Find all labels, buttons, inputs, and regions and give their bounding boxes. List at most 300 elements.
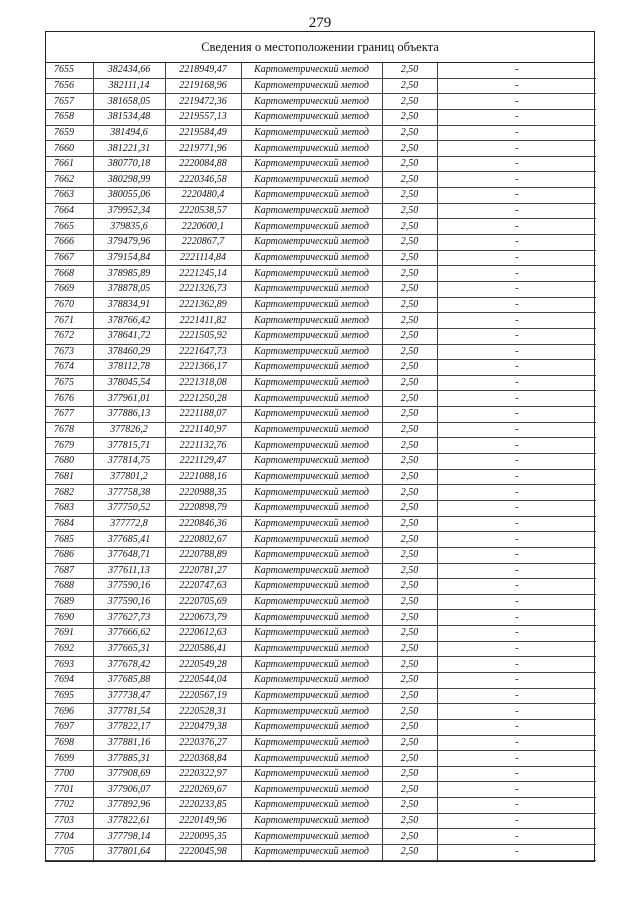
table-row [46, 63, 596, 78]
x-coordinate-cell: 379952,34 [93, 203, 165, 219]
accuracy-cell: 2,50 [382, 250, 437, 266]
accuracy-cell: 2,50 [382, 845, 437, 861]
y-coordinate-cell: 2220084,88 [165, 156, 241, 172]
note-cell: - [437, 235, 596, 251]
point-number-cell: 7675 [46, 375, 93, 391]
table-row [46, 235, 596, 251]
point-number-cell: 7695 [46, 688, 93, 704]
y-coordinate-cell: 2220673,79 [165, 610, 241, 626]
table-row [46, 94, 596, 110]
method-cell: Картометрический метод [241, 407, 382, 423]
y-coordinate-cell: 2220802,67 [165, 532, 241, 548]
method-cell: Картометрический метод [241, 219, 382, 235]
x-coordinate-cell: 379479,96 [93, 235, 165, 251]
accuracy-cell: 2,50 [382, 235, 437, 251]
accuracy-cell: 2,50 [382, 125, 437, 141]
accuracy-cell: 2,50 [382, 547, 437, 563]
y-coordinate-cell: 2221114,84 [165, 250, 241, 266]
y-coordinate-cell: 2219771,96 [165, 141, 241, 157]
method-cell: Картометрический метод [241, 657, 382, 673]
table-row [46, 328, 596, 344]
method-cell: Картометрический метод [241, 719, 382, 735]
method-cell: Картометрический метод [241, 94, 382, 110]
accuracy-cell: 2,50 [382, 407, 437, 423]
table-row [46, 782, 596, 798]
point-number-cell: 7703 [46, 813, 93, 829]
method-cell: Картометрический метод [241, 78, 382, 94]
table-row [46, 109, 596, 125]
point-number-cell: 7690 [46, 610, 93, 626]
table-row [46, 266, 596, 282]
x-coordinate-cell: 377892,96 [93, 798, 165, 814]
point-number-cell: 7699 [46, 751, 93, 767]
accuracy-cell: 2,50 [382, 563, 437, 579]
x-coordinate-cell: 377678,42 [93, 657, 165, 673]
method-cell: Картометрический метод [241, 500, 382, 516]
method-cell: Картометрический метод [241, 250, 382, 266]
table-row [46, 438, 596, 454]
y-coordinate-cell: 2220479,38 [165, 719, 241, 735]
x-coordinate-cell: 378641,72 [93, 328, 165, 344]
note-cell: - [437, 407, 596, 423]
point-number-cell: 7667 [46, 250, 93, 266]
accuracy-cell: 2,50 [382, 469, 437, 485]
note-cell: - [437, 78, 596, 94]
accuracy-cell: 2,50 [382, 422, 437, 438]
table-row [46, 172, 596, 188]
note-cell: - [437, 547, 596, 563]
x-coordinate-cell: 377772,8 [93, 516, 165, 532]
table-row [46, 626, 596, 642]
note-cell: - [437, 297, 596, 313]
accuracy-cell: 2,50 [382, 360, 437, 376]
table-row [46, 641, 596, 657]
y-coordinate-cell: 2220567,19 [165, 688, 241, 704]
point-number-cell: 7682 [46, 485, 93, 501]
x-coordinate-cell: 379835,6 [93, 219, 165, 235]
method-cell: Картометрический метод [241, 672, 382, 688]
note-cell: - [437, 782, 596, 798]
method-cell: Картометрический метод [241, 594, 382, 610]
y-coordinate-cell: 2221250,28 [165, 391, 241, 407]
note-cell: - [437, 657, 596, 673]
table-row [46, 281, 596, 297]
point-number-cell: 7669 [46, 281, 93, 297]
accuracy-cell: 2,50 [382, 375, 437, 391]
note-cell: - [437, 109, 596, 125]
x-coordinate-cell: 377815,71 [93, 438, 165, 454]
note-cell: - [437, 156, 596, 172]
note-cell: - [437, 594, 596, 610]
note-cell: - [437, 63, 596, 78]
y-coordinate-cell: 2220269,67 [165, 782, 241, 798]
x-coordinate-cell: 377961,01 [93, 391, 165, 407]
table-row [46, 375, 596, 391]
x-coordinate-cell: 377881,16 [93, 735, 165, 751]
y-coordinate-cell: 2220233,85 [165, 798, 241, 814]
method-cell: Картометрический метод [241, 203, 382, 219]
x-coordinate-cell: 378460,29 [93, 344, 165, 360]
method-cell: Картометрический метод [241, 281, 382, 297]
method-cell: Картометрический метод [241, 735, 382, 751]
y-coordinate-cell: 2220045,98 [165, 845, 241, 861]
x-coordinate-cell: 377611,13 [93, 563, 165, 579]
table-row [46, 125, 596, 141]
method-cell: Картометрический метод [241, 782, 382, 798]
y-coordinate-cell: 2220586,41 [165, 641, 241, 657]
x-coordinate-cell: 377758,38 [93, 485, 165, 501]
note-cell: - [437, 188, 596, 204]
note-cell: - [437, 422, 596, 438]
y-coordinate-cell: 2220549,28 [165, 657, 241, 673]
table-row [46, 657, 596, 673]
table-row [46, 422, 596, 438]
table-row [46, 469, 596, 485]
boundary-table-sheet [45, 31, 595, 862]
note-cell: - [437, 313, 596, 329]
method-cell: Картометрический метод [241, 141, 382, 157]
accuracy-cell: 2,50 [382, 688, 437, 704]
note-cell: - [437, 672, 596, 688]
x-coordinate-cell: 377627,73 [93, 610, 165, 626]
table-row [46, 391, 596, 407]
point-number-cell: 7686 [46, 547, 93, 563]
accuracy-cell: 2,50 [382, 438, 437, 454]
method-cell: Картометрический метод [241, 297, 382, 313]
note-cell: - [437, 485, 596, 501]
x-coordinate-cell: 377666,62 [93, 626, 165, 642]
y-coordinate-cell: 2221129,47 [165, 454, 241, 470]
accuracy-cell: 2,50 [382, 485, 437, 501]
note-cell: - [437, 172, 596, 188]
table-row [46, 485, 596, 501]
point-number-cell: 7672 [46, 328, 93, 344]
note-cell: - [437, 610, 596, 626]
accuracy-cell: 2,50 [382, 751, 437, 767]
note-cell: - [437, 563, 596, 579]
note-cell: - [437, 328, 596, 344]
point-number-cell: 7692 [46, 641, 93, 657]
x-coordinate-cell: 381658,05 [93, 94, 165, 110]
point-number-cell: 7661 [46, 156, 93, 172]
table-row [46, 407, 596, 423]
y-coordinate-cell: 2220867,7 [165, 235, 241, 251]
accuracy-cell: 2,50 [382, 313, 437, 329]
table-row [46, 579, 596, 595]
table-row [46, 188, 596, 204]
x-coordinate-cell: 377826,2 [93, 422, 165, 438]
method-cell: Картометрический метод [241, 547, 382, 563]
point-number-cell: 7700 [46, 766, 93, 782]
point-number-cell: 7659 [46, 125, 93, 141]
point-number-cell: 7657 [46, 94, 93, 110]
accuracy-cell: 2,50 [382, 344, 437, 360]
method-cell: Картометрический метод [241, 454, 382, 470]
method-cell: Картометрический метод [241, 109, 382, 125]
note-cell: - [437, 344, 596, 360]
note-cell: - [437, 375, 596, 391]
table-row [46, 516, 596, 532]
note-cell: - [437, 688, 596, 704]
method-cell: Картометрический метод [241, 360, 382, 376]
point-number-cell: 7660 [46, 141, 93, 157]
table-row [46, 766, 596, 782]
accuracy-cell: 2,50 [382, 500, 437, 516]
method-cell: Картометрический метод [241, 375, 382, 391]
note-cell: - [437, 219, 596, 235]
table-row [46, 360, 596, 376]
point-number-cell: 7701 [46, 782, 93, 798]
point-number-cell: 7704 [46, 829, 93, 845]
accuracy-cell: 2,50 [382, 281, 437, 297]
accuracy-cell: 2,50 [382, 594, 437, 610]
y-coordinate-cell: 2221318,08 [165, 375, 241, 391]
y-coordinate-cell: 2220346,58 [165, 172, 241, 188]
method-cell: Картометрический метод [241, 626, 382, 642]
note-cell: - [437, 391, 596, 407]
note-cell: - [437, 829, 596, 845]
method-cell: Картометрический метод [241, 125, 382, 141]
y-coordinate-cell: 2221366,17 [165, 360, 241, 376]
y-coordinate-cell: 2218949,47 [165, 63, 241, 78]
note-cell: - [437, 719, 596, 735]
y-coordinate-cell: 2220538,57 [165, 203, 241, 219]
method-cell: Картометрический метод [241, 704, 382, 720]
x-coordinate-cell: 377885,31 [93, 751, 165, 767]
y-coordinate-cell: 2220376,27 [165, 735, 241, 751]
y-coordinate-cell: 2220095,35 [165, 829, 241, 845]
accuracy-cell: 2,50 [382, 219, 437, 235]
x-coordinate-cell: 377648,71 [93, 547, 165, 563]
method-cell: Картометрический метод [241, 485, 382, 501]
x-coordinate-cell: 377822,17 [93, 719, 165, 735]
point-number-cell: 7693 [46, 657, 93, 673]
x-coordinate-cell: 379154,84 [93, 250, 165, 266]
table-row [46, 547, 596, 563]
point-number-cell: 7705 [46, 845, 93, 861]
table-row [46, 594, 596, 610]
point-number-cell: 7670 [46, 297, 93, 313]
accuracy-cell: 2,50 [382, 719, 437, 735]
point-number-cell: 7656 [46, 78, 93, 94]
accuracy-cell: 2,50 [382, 766, 437, 782]
method-cell: Картометрический метод [241, 235, 382, 251]
table-row [46, 141, 596, 157]
table-row [46, 219, 596, 235]
y-coordinate-cell: 2221088,16 [165, 469, 241, 485]
point-number-cell: 7691 [46, 626, 93, 642]
point-number-cell: 7684 [46, 516, 93, 532]
y-coordinate-cell: 2221411,82 [165, 313, 241, 329]
y-coordinate-cell: 2220988,35 [165, 485, 241, 501]
point-number-cell: 7687 [46, 563, 93, 579]
y-coordinate-cell: 2221362,89 [165, 297, 241, 313]
point-number-cell: 7694 [46, 672, 93, 688]
x-coordinate-cell: 378985,89 [93, 266, 165, 282]
x-coordinate-cell: 378045,54 [93, 375, 165, 391]
method-cell: Картометрический метод [241, 829, 382, 845]
accuracy-cell: 2,50 [382, 109, 437, 125]
accuracy-cell: 2,50 [382, 829, 437, 845]
accuracy-cell: 2,50 [382, 297, 437, 313]
y-coordinate-cell: 2221647,73 [165, 344, 241, 360]
x-coordinate-cell: 377798,14 [93, 829, 165, 845]
y-coordinate-cell: 2220368,84 [165, 751, 241, 767]
point-number-cell: 7679 [46, 438, 93, 454]
x-coordinate-cell: 377590,16 [93, 579, 165, 595]
table-row [46, 813, 596, 829]
note-cell: - [437, 532, 596, 548]
x-coordinate-cell: 377665,31 [93, 641, 165, 657]
y-coordinate-cell: 2221132,76 [165, 438, 241, 454]
x-coordinate-cell: 377814,75 [93, 454, 165, 470]
method-cell: Картометрический метод [241, 438, 382, 454]
note-cell: - [437, 360, 596, 376]
note-cell: - [437, 751, 596, 767]
table-row [46, 203, 596, 219]
y-coordinate-cell: 2221140,97 [165, 422, 241, 438]
y-coordinate-cell: 2220705,69 [165, 594, 241, 610]
x-coordinate-cell: 377781,54 [93, 704, 165, 720]
y-coordinate-cell: 2220600,1 [165, 219, 241, 235]
table-row [46, 719, 596, 735]
table-row [46, 563, 596, 579]
note-cell: - [437, 641, 596, 657]
method-cell: Картометрический метод [241, 798, 382, 814]
point-number-cell: 7671 [46, 313, 93, 329]
method-cell: Картометрический метод [241, 532, 382, 548]
point-number-cell: 7674 [46, 360, 93, 376]
table-title: Сведения о местоположении границ объекта [46, 32, 594, 63]
x-coordinate-cell: 382434,66 [93, 63, 165, 78]
accuracy-cell: 2,50 [382, 798, 437, 814]
x-coordinate-cell: 377590,16 [93, 594, 165, 610]
method-cell: Картометрический метод [241, 172, 382, 188]
accuracy-cell: 2,50 [382, 813, 437, 829]
note-cell: - [437, 438, 596, 454]
method-cell: Картометрический метод [241, 813, 382, 829]
method-cell: Картометрический метод [241, 688, 382, 704]
table-row [46, 250, 596, 266]
x-coordinate-cell: 380055,06 [93, 188, 165, 204]
x-coordinate-cell: 380770,18 [93, 156, 165, 172]
method-cell: Картометрический метод [241, 344, 382, 360]
method-cell: Картометрический метод [241, 422, 382, 438]
y-coordinate-cell: 2219472,36 [165, 94, 241, 110]
note-cell: - [437, 704, 596, 720]
y-coordinate-cell: 2220788,89 [165, 547, 241, 563]
y-coordinate-cell: 2220322,97 [165, 766, 241, 782]
method-cell: Картометрический метод [241, 766, 382, 782]
method-cell: Картометрический метод [241, 610, 382, 626]
y-coordinate-cell: 2219557,13 [165, 109, 241, 125]
method-cell: Картометрический метод [241, 391, 382, 407]
note-cell: - [437, 94, 596, 110]
table-row [46, 532, 596, 548]
note-cell: - [437, 203, 596, 219]
method-cell: Картометрический метод [241, 266, 382, 282]
table-row [46, 78, 596, 94]
y-coordinate-cell: 2219168,96 [165, 78, 241, 94]
point-number-cell: 7662 [46, 172, 93, 188]
note-cell: - [437, 766, 596, 782]
x-coordinate-cell: 377750,52 [93, 500, 165, 516]
x-coordinate-cell: 381221,31 [93, 141, 165, 157]
point-number-cell: 7696 [46, 704, 93, 720]
x-coordinate-cell: 377801,64 [93, 845, 165, 861]
x-coordinate-cell: 378766,42 [93, 313, 165, 329]
table-row [46, 672, 596, 688]
note-cell: - [437, 250, 596, 266]
point-number-cell: 7676 [46, 391, 93, 407]
method-cell: Картометрический метод [241, 188, 382, 204]
method-cell: Картометрический метод [241, 63, 382, 78]
coordinates-table [46, 63, 596, 861]
point-number-cell: 7673 [46, 344, 93, 360]
point-number-cell: 7663 [46, 188, 93, 204]
point-number-cell: 7666 [46, 235, 93, 251]
note-cell: - [437, 454, 596, 470]
y-coordinate-cell: 2220781,27 [165, 563, 241, 579]
accuracy-cell: 2,50 [382, 328, 437, 344]
point-number-cell: 7664 [46, 203, 93, 219]
note-cell: - [437, 845, 596, 861]
note-cell: - [437, 798, 596, 814]
accuracy-cell: 2,50 [382, 610, 437, 626]
accuracy-cell: 2,50 [382, 266, 437, 282]
x-coordinate-cell: 377906,07 [93, 782, 165, 798]
point-number-cell: 7683 [46, 500, 93, 516]
y-coordinate-cell: 2220480,4 [165, 188, 241, 204]
table-row [46, 297, 596, 313]
x-coordinate-cell: 381534,48 [93, 109, 165, 125]
note-cell: - [437, 516, 596, 532]
accuracy-cell: 2,50 [382, 141, 437, 157]
note-cell: - [437, 266, 596, 282]
x-coordinate-cell: 377738,47 [93, 688, 165, 704]
x-coordinate-cell: 378112,78 [93, 360, 165, 376]
x-coordinate-cell: 377801,2 [93, 469, 165, 485]
method-cell: Картометрический метод [241, 579, 382, 595]
table-row [46, 313, 596, 329]
y-coordinate-cell: 2220528,31 [165, 704, 241, 720]
table-row [46, 344, 596, 360]
table-row [46, 845, 596, 861]
accuracy-cell: 2,50 [382, 626, 437, 642]
x-coordinate-cell: 377908,69 [93, 766, 165, 782]
accuracy-cell: 2,50 [382, 156, 437, 172]
y-coordinate-cell: 2220747,63 [165, 579, 241, 595]
y-coordinate-cell: 2220149,96 [165, 813, 241, 829]
point-number-cell: 7680 [46, 454, 93, 470]
accuracy-cell: 2,50 [382, 391, 437, 407]
x-coordinate-cell: 380298,99 [93, 172, 165, 188]
method-cell: Картометрический метод [241, 328, 382, 344]
x-coordinate-cell: 378878,05 [93, 281, 165, 297]
point-number-cell: 7681 [46, 469, 93, 485]
table-row [46, 751, 596, 767]
point-number-cell: 7702 [46, 798, 93, 814]
accuracy-cell: 2,50 [382, 78, 437, 94]
x-coordinate-cell: 381494,6 [93, 125, 165, 141]
table-row [46, 610, 596, 626]
note-cell: - [437, 626, 596, 642]
point-number-cell: 7688 [46, 579, 93, 595]
note-cell: - [437, 579, 596, 595]
accuracy-cell: 2,50 [382, 735, 437, 751]
x-coordinate-cell: 378834,91 [93, 297, 165, 313]
point-number-cell: 7689 [46, 594, 93, 610]
